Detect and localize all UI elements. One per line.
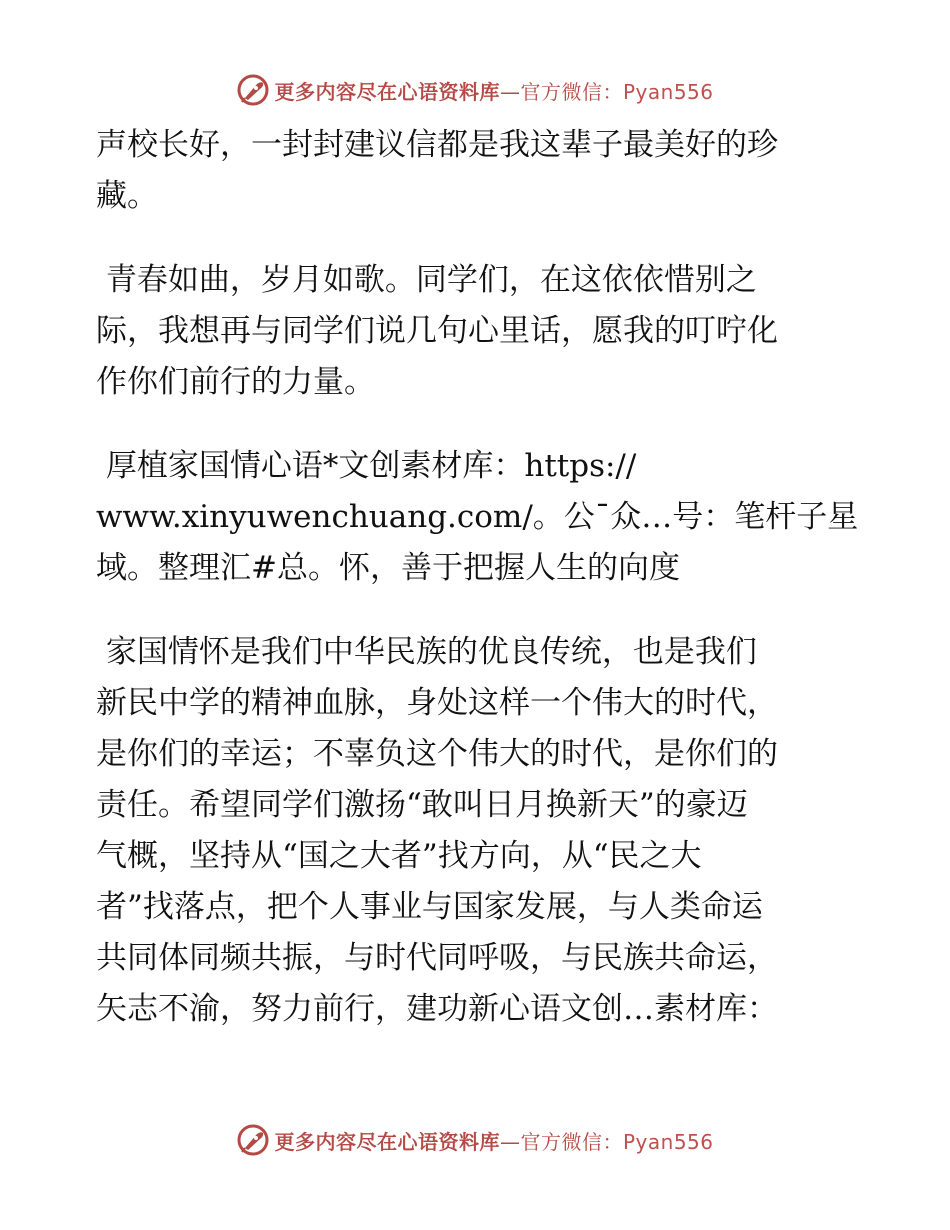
text-line: 新民中学的精神血脉，身处这样一个伟大的时代，	[96, 685, 778, 721]
paragraph	[96, 627, 856, 1035]
header-banner-text	[274, 76, 713, 105]
header-dash: —	[499, 79, 521, 104]
text-line: 际，我想再与同学们说几句心里话，愿我的叮咛化	[96, 313, 778, 349]
text-line: 气概，坚持从“国之大者”找方向，从“民之大	[96, 838, 702, 874]
text-line: 共同体同频共振，与时代同呼吸，与民族共命运，	[96, 940, 778, 976]
text-line: 作你们前行的力量。	[96, 364, 375, 400]
text-line: 者”找落点，把个人事业与国家发展，与人类命运	[96, 889, 763, 925]
text-line: 声校长好，一封封建议信都是我这辈子最美好的珍	[96, 127, 778, 163]
footer-wechat-id: Pyan556	[622, 1129, 714, 1154]
text-line: 家国情怀是我们中华民族的优良传统，也是我们	[96, 634, 757, 670]
quill-pen-logo-icon	[236, 73, 270, 107]
footer-dash: —	[499, 1129, 521, 1154]
text-line: 矢志不渝，努力前行，建功新心语文创…素材库：	[96, 991, 778, 1027]
text-line: 青春如曲，岁月如歌。同学们，在这依依惜别之	[96, 262, 757, 298]
quill-pen-logo-icon	[236, 1123, 270, 1157]
paragraph-gap	[96, 594, 856, 627]
paragraph-gap	[96, 408, 856, 441]
header-wechat-label: 官方微信：	[520, 79, 623, 104]
header-wechat-id: Pyan556	[622, 79, 714, 104]
text-line: 是你们的幸运；不辜负这个伟大的时代，是你们的	[96, 736, 778, 772]
text-line: www.xinyuwenchuang.com/。公¯众…号：笔杆子星	[96, 499, 859, 535]
paragraph-gap	[96, 222, 856, 255]
footer-banner-text	[274, 1126, 713, 1155]
text-line: 域。整理汇#总。怀，善于把握人生的向度	[96, 550, 680, 586]
footer-banner[interactable]	[0, 1120, 950, 1160]
paragraph	[96, 120, 856, 222]
paragraph	[96, 441, 859, 594]
text-line: 藏。	[96, 178, 158, 214]
header-brand: 更多内容尽在心语资料库	[274, 79, 500, 104]
paragraph	[96, 255, 856, 408]
document-body	[96, 120, 859, 1035]
footer-brand: 更多内容尽在心语资料库	[274, 1129, 500, 1154]
text-line: 厚植家国情心语*文创素材库：https://	[96, 448, 637, 484]
footer-wechat-label: 官方微信：	[520, 1129, 623, 1154]
header-banner[interactable]	[0, 70, 950, 110]
text-line: 责任。希望同学们激扬“敢叫日月换新天”的豪迈	[96, 787, 748, 823]
